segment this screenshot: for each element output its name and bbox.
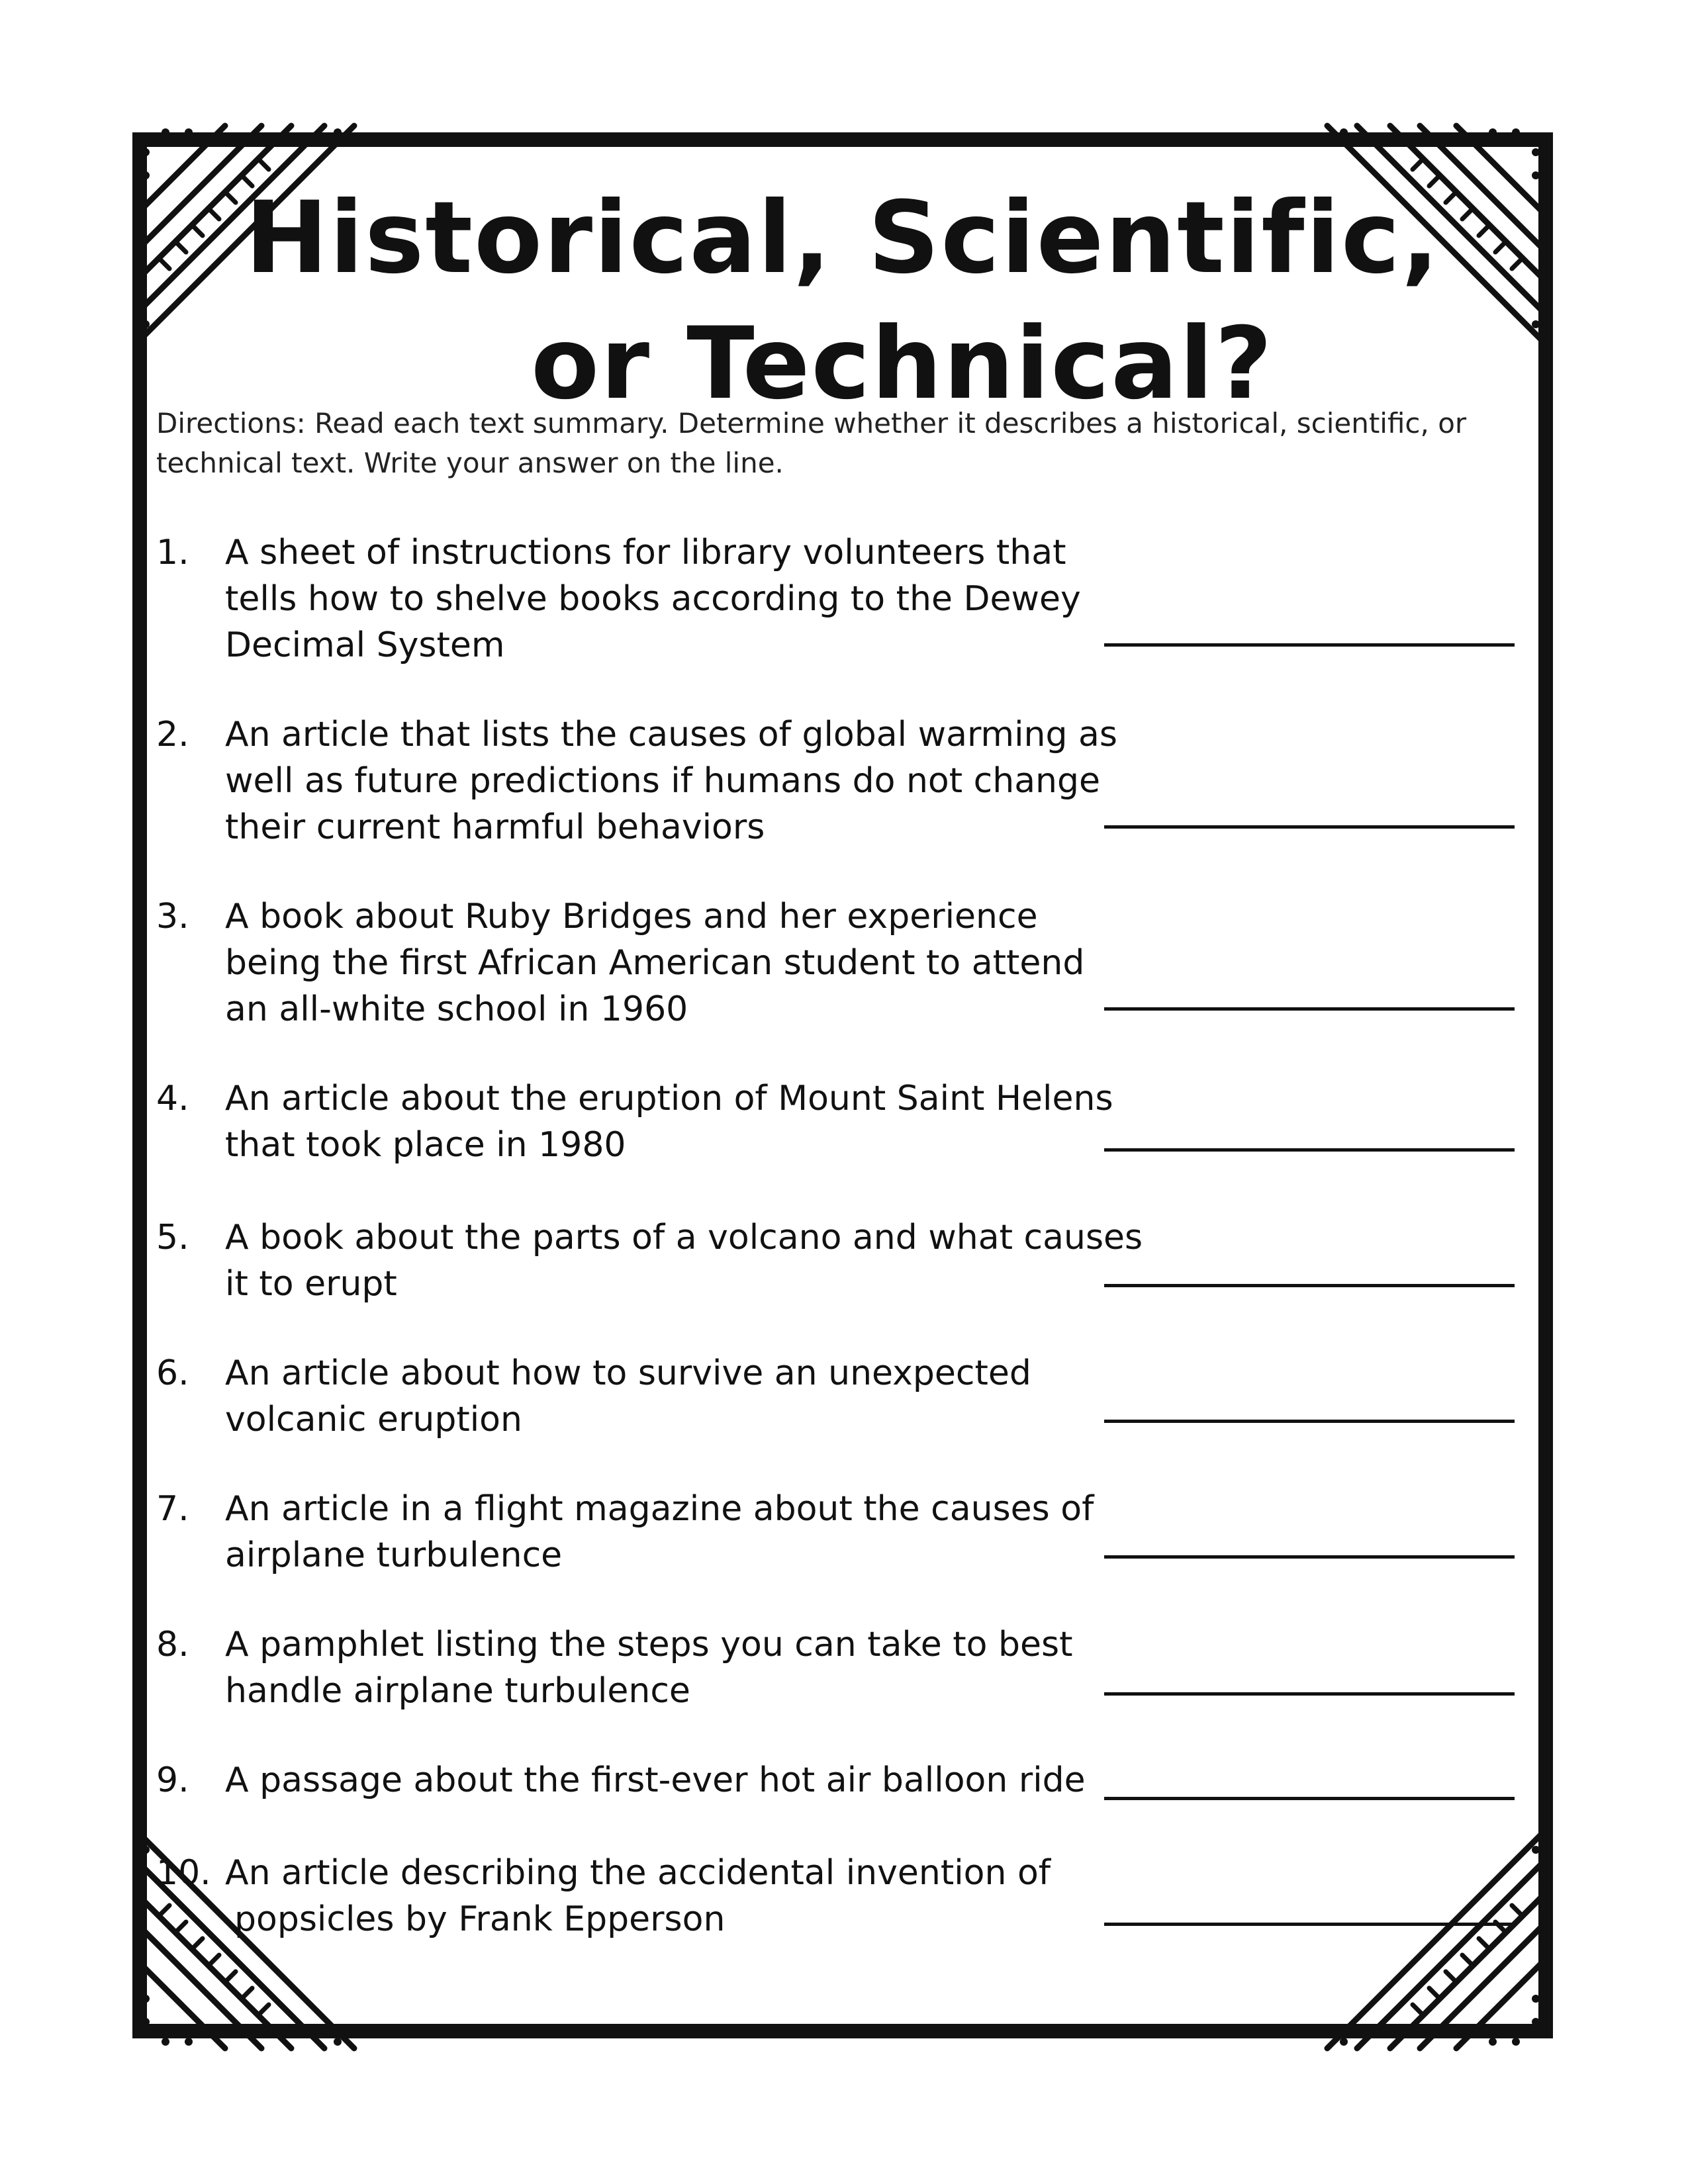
question-text-line: A passage about the first-ever hot air balloon ride: [225, 1760, 1086, 1800]
directions-text: Directions: Read each text summary. Determine whether it describes a historical, scientific, or technical text. Write your answer on the line.: [156, 407, 1467, 479]
question-number: 2.: [156, 715, 189, 754]
question-text: [225, 711, 1258, 850]
question-text-line: volcanic eruption: [225, 1400, 522, 1439]
question-text-line: An article about how to survive an unexpected: [225, 1353, 1031, 1393]
answer-line[interactable]: [1104, 1923, 1515, 1926]
question-text: [225, 1757, 1258, 1803]
question-text-line: their current harmful behaviors: [225, 807, 765, 847]
question-number: 1.: [156, 533, 189, 572]
question-text-line: tells how to shelve books according to the Dewey: [225, 579, 1081, 619]
question-text: [225, 893, 1258, 1032]
question-text-line: An article in a flight magazine about the causes of: [225, 1489, 1094, 1529]
corner-ornament-bottom-right: [1317, 1823, 1556, 2062]
question-text-line: that took place in 1980: [225, 1125, 626, 1165]
question-text-line: handle airplane turbulence: [225, 1671, 690, 1711]
question-text-line: A book about Ruby Bridges and her experience: [225, 897, 1038, 936]
page-title-line-1: Historical, Scientific,: [245, 181, 1440, 296]
question-text: [225, 529, 1258, 668]
answer-line[interactable]: [1104, 1692, 1515, 1696]
question-text-line: An article describing the accidental invention of: [225, 1853, 1051, 1893]
question-number: 4.: [156, 1079, 189, 1118]
question-number: 9.: [156, 1760, 189, 1800]
question-number: 3.: [156, 897, 189, 936]
question-text-line: Decimal System: [225, 625, 505, 665]
question-text: [225, 1214, 1258, 1307]
page-title-line-2: or Technical?: [531, 306, 1274, 422]
question-text-line: A sheet of instructions for library volunteers that: [225, 533, 1066, 572]
question-text-line: An article that lists the causes of global warming as: [225, 715, 1117, 754]
question-text: [225, 1075, 1258, 1168]
answer-line[interactable]: [1104, 1007, 1515, 1011]
question-text-line: an all-white school in 1960: [225, 989, 688, 1029]
question-number: 7.: [156, 1489, 189, 1529]
question-text: [225, 1486, 1258, 1578]
question-number: 5.: [156, 1218, 189, 1257]
question-text-line: it to erupt: [225, 1264, 397, 1304]
question-text-line: well as future predictions if humans do not change: [225, 761, 1101, 801]
question-text-line: airplane turbulence: [225, 1535, 563, 1575]
answer-line[interactable]: [1104, 643, 1515, 647]
question-text-line: A book about the parts of a volcano and what causes: [225, 1218, 1143, 1257]
question-number: 8.: [156, 1625, 189, 1664]
question-text: [225, 1850, 1258, 1942]
question-number: 6.: [156, 1353, 189, 1393]
answer-line[interactable]: [1104, 1284, 1515, 1287]
question-text-line: popsicles by Frank Epperson: [234, 1899, 726, 1939]
answer-line[interactable]: [1104, 825, 1515, 829]
answer-line[interactable]: [1104, 1420, 1515, 1423]
answer-line[interactable]: [1104, 1555, 1515, 1559]
answer-line[interactable]: [1104, 1148, 1515, 1152]
question-text-line: An article about the eruption of Mount Saint Helens: [225, 1079, 1113, 1118]
question-text-line: A pamphlet listing the steps you can take to best: [225, 1625, 1073, 1664]
answer-line[interactable]: [1104, 1797, 1515, 1800]
question-text: [225, 1621, 1258, 1714]
question-number: 10.: [156, 1853, 211, 1893]
question-text: [225, 1350, 1258, 1443]
question-text-line: being the first African American student to attend: [225, 943, 1085, 983]
